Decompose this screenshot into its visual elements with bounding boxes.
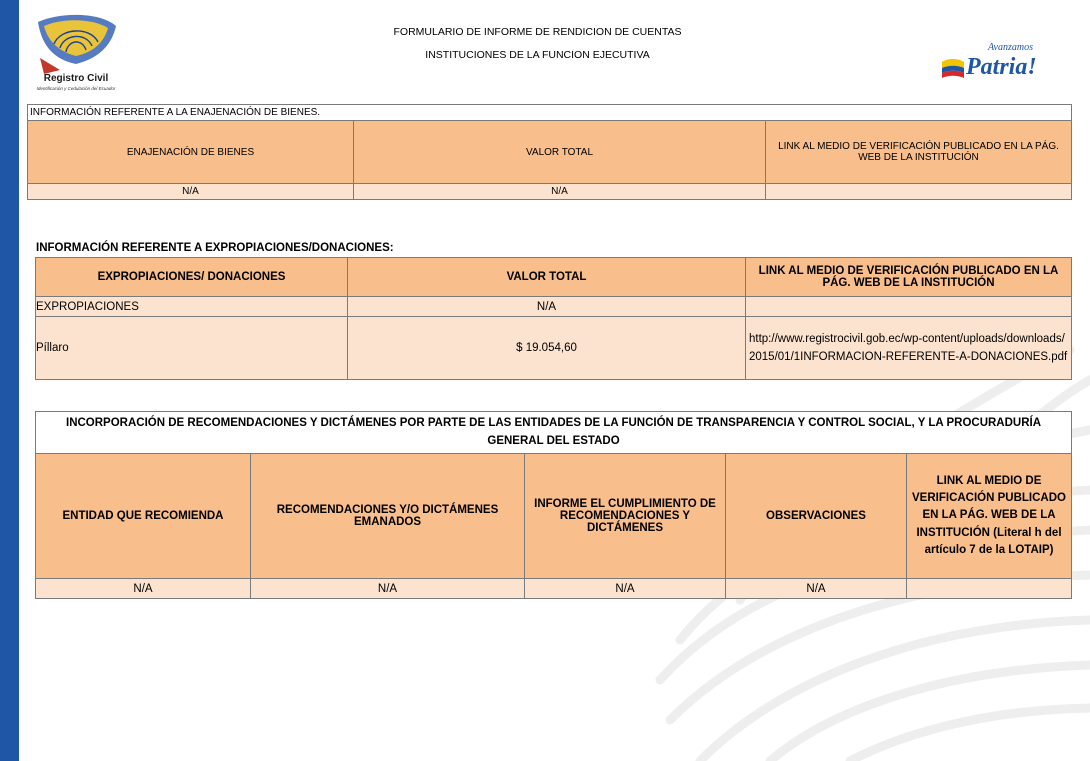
table2-header: VALOR TOTAL [348,258,746,297]
table-cell [746,297,1072,317]
table-cell: N/A [28,184,354,200]
table-cell: N/A [251,579,525,599]
table1-title: INFORMACIÓN REFERENTE A LA ENAJENACIÓN DE BIENES. [28,105,1072,121]
table-cell: N/A [36,579,251,599]
table-expropiaciones [35,257,1072,380]
form-title-line1: FORMULARIO DE INFORME DE RENDICION DE CUENTAS [393,26,682,38]
form-title-line2: INSTITUCIONES DE LA FUNCION EJECUTIVA [425,49,650,61]
registro-civil-logo-text: Registro Civil [43,73,109,84]
patria-text: Patria! [966,54,1037,80]
avanzamos-text: Avanzamos [988,42,1033,53]
table1-header: ENAJENACIÓN DE BIENES [28,121,354,184]
table2-title: INFORMACIÓN REFERENTE A EXPROPIACIONES/DONACIONES: [36,242,394,254]
table3-header: OBSERVACIONES [726,454,907,579]
table-cell [907,579,1072,599]
table-cell: N/A [726,579,907,599]
table2-header: EXPROPIACIONES/ DONACIONES [36,258,348,297]
avanzamos-patria-logo-icon [938,38,1038,88]
blue-sidebar-bar [0,0,19,761]
registro-civil-tagline: Identificación y Cedulación del Ecuador [36,86,116,91]
table-cell: Píllaro [36,317,348,380]
table3-header: ENTIDAD QUE RECOMIENDA [36,454,251,579]
table-recomendaciones [35,411,1072,599]
table-cell: N/A [354,184,766,200]
table3-header: LINK AL MEDIO DE VERIFICACIÓN PUBLICADO EN LA PÁG. WEB DE LA INSTITUCIÓN (Literal h del artículo 7 de la LOTAIP) [907,454,1072,579]
table-cell: $ 19.054,60 [348,317,746,380]
table1-header: VALOR TOTAL [354,121,766,184]
table-cell: N/A [525,579,726,599]
verification-link[interactable]: http://www.registrocivil.gob.ec/wp-content/uploads/downloads/2015/01/1INFORMACION-REFERENTE-A-DONACIONES.pdf [746,317,1072,380]
table3-header: RECOMENDACIONES Y/O DICTÁMENES EMANADOS [251,454,525,579]
table3-title: INCORPORACIÓN DE RECOMENDACIONES Y DICTÁMENES POR PARTE DE LAS ENTIDADES DE LA FUNCIÓN DE TRANSPARENCIA Y CONTROL SOCIAL, Y LA PROCURADURÍA GENERAL DEL ESTADO [36,412,1072,454]
table-cell: N/A [348,297,746,317]
table2-header: LINK AL MEDIO DE VERIFICACIÓN PUBLICADO EN LA PÁG. WEB DE LA INSTITUCIÓN [746,258,1072,297]
registro-civil-logo-icon [30,14,122,98]
table3-header: INFORME EL CUMPLIMIENTO DE RECOMENDACIONES Y DICTÁMENES [525,454,726,579]
table-enajenacion [27,104,1072,200]
table-cell: EXPROPIACIONES [36,297,348,317]
table-cell [766,184,1072,200]
table1-header: LINK AL MEDIO DE VERIFICACIÓN PUBLICADO EN LA PÁG. WEB DE LA INSTITUCIÓN [766,121,1072,184]
